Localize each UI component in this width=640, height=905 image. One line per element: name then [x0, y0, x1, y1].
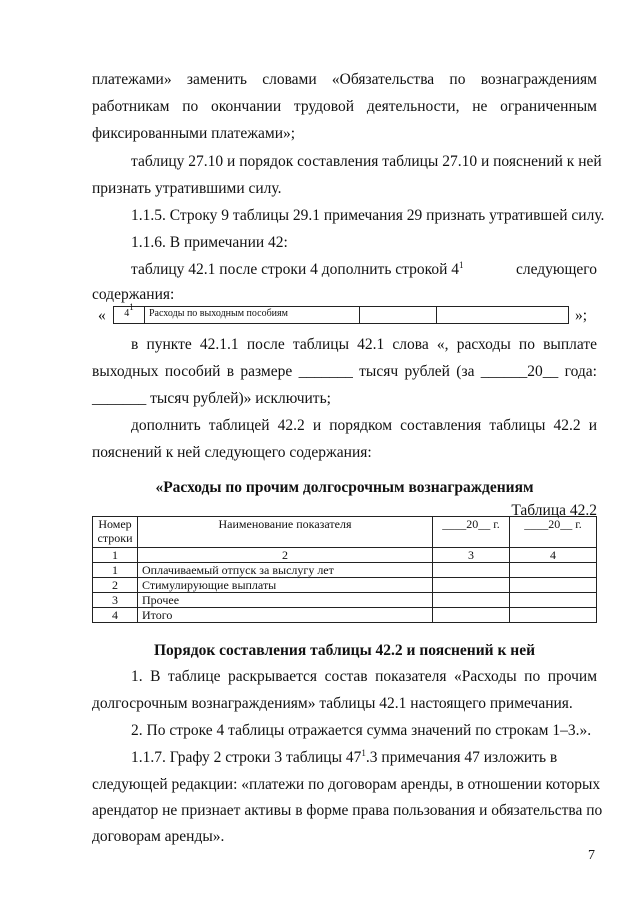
- index-cell: 1: [93, 548, 138, 563]
- paragraph-line: 1.1.6. В примечании 42:: [131, 234, 288, 251]
- word: «Обязательства: [331, 71, 435, 88]
- open-quote: «: [98, 307, 106, 324]
- paragraph-line: работникам по окончании трудовой деятельности, не ограниченным: [92, 98, 597, 115]
- index-cell: 2: [138, 548, 433, 563]
- paragraph-line: пояснений к ней следующего содержания:: [92, 444, 372, 461]
- paragraph-line: фиксированными платежами»;: [92, 125, 296, 142]
- header-name: Наименование показателя: [138, 517, 433, 548]
- paragraph-line: [131, 748, 597, 768]
- word: заменить: [186, 71, 247, 88]
- row-number: 3: [93, 593, 138, 608]
- word: по: [449, 71, 466, 88]
- cell-empty: [433, 593, 510, 608]
- superscript: 1: [459, 260, 464, 270]
- word: словами: [262, 71, 317, 88]
- table-row: [114, 307, 569, 324]
- text: 1.1.7. Графу 2 строки 3 таблицы $47^1.3$ примечания 47 изложить в: [131, 748, 558, 766]
- paragraph-line: таблицу 27.10 и порядок составления таблицы 27.10 и пояснений к ней: [131, 153, 602, 170]
- cell-row-number: $4^1$: [114, 307, 145, 324]
- table-header-row: [93, 517, 597, 548]
- word: вознаграждениям: [480, 71, 597, 88]
- cell-empty: [360, 307, 437, 324]
- index-cell: 3: [433, 548, 510, 563]
- paragraph-line: 1.1.5. Строку 9 таблицы 29.1 примечания 29 признать утратившей силу.: [131, 207, 605, 224]
- row-number: 4: [93, 608, 138, 623]
- row-name: Итого: [138, 608, 433, 623]
- table-42-2: [92, 516, 597, 623]
- superscript: 1: [361, 748, 366, 758]
- table-42-1-row: [113, 302, 569, 324]
- header-row-number: Номер строки: [93, 517, 138, 548]
- page-number: 7: [588, 848, 595, 863]
- paragraph-line: договорам аренды».: [92, 828, 225, 845]
- paragraph-line: содержания:: [92, 286, 175, 303]
- cell-empty: [510, 593, 597, 608]
- table-row: [93, 578, 597, 593]
- table-row: [93, 593, 597, 608]
- table-row: [93, 608, 597, 623]
- cell-empty: [510, 563, 597, 578]
- cell-empty: [433, 578, 510, 593]
- text: таблицу 42.1 после строки 4 дополнить строкой $4^1$: [131, 260, 464, 278]
- paragraph-line: 2. По строке 4 таблицы отражается сумма значений по строкам 1–3.».: [131, 722, 592, 739]
- paragraph-line: признать утратившими силу.: [92, 180, 282, 197]
- header-year-1: ____20__ г.: [433, 517, 510, 548]
- row-number: 2: [93, 578, 138, 593]
- paragraph-line: дополнить таблицей 42.2 и порядком составления таблицы 42.2 и: [131, 417, 597, 434]
- paragraph-line: следующей редакции: «платежи по договорам аренды, в отношении которых: [92, 776, 601, 793]
- index-cell: 4: [510, 548, 597, 563]
- paragraph-line: выходных пособий в размере _______ тысяч рублей (за ______20__ года:: [92, 363, 597, 380]
- section-heading: Порядок составления таблицы 42.2 и пояснений к ней: [153, 642, 536, 659]
- text: следующего: [515, 261, 597, 278]
- cell-empty: [437, 307, 569, 324]
- paragraph-line: 1. В таблице раскрывается состав показателя «Расходы по прочим: [131, 668, 597, 685]
- cell-name: Расходы по выходным пособиям: [145, 307, 360, 324]
- header-year-2: ____20__ г.: [510, 517, 597, 548]
- row-name: Прочее: [138, 593, 433, 608]
- table-row: [93, 563, 597, 578]
- row-name: Стимулирующие выплаты: [138, 578, 433, 593]
- cell-empty: [433, 608, 510, 623]
- paragraph-line: арендатор не признает активы в форме права пользования и обязательства по: [92, 802, 603, 819]
- table-title: «Расходы по прочим долгосрочным вознаграждениям: [155, 479, 534, 496]
- row-name: Оплачиваемый отпуск за выслугу лет: [138, 563, 433, 578]
- table-caption: Таблица 42.2: [511, 502, 597, 519]
- paragraph-line: [131, 260, 597, 280]
- cell-empty: [433, 563, 510, 578]
- paragraph-line: в пункте 42.1.1 после таблицы 42.1 слова «, расходы по выплате: [131, 336, 597, 353]
- row-number: 1: [93, 563, 138, 578]
- paragraph-line: [92, 70, 597, 90]
- close-quote: »;: [575, 307, 588, 324]
- paragraph-line: _______ тысяч рублей)» исключить;: [92, 390, 331, 407]
- cell-empty: [510, 578, 597, 593]
- cell-empty: [510, 608, 597, 623]
- paragraph-line: долгосрочным вознаграждениям» таблицы 42.1 настоящего примечания.: [92, 695, 573, 712]
- word: платежами»: [92, 71, 172, 88]
- table-index-row: [93, 548, 597, 563]
